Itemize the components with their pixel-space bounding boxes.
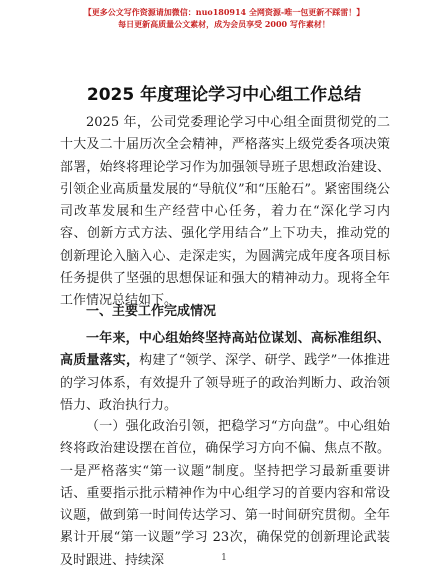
document-title: 2025 年度理论学习中心组工作总结 (86, 85, 362, 105)
section-1-lead: 一年来，中心组始终坚持高站位谋划、高标准组织、高质量落实， (60, 331, 390, 369)
promo-banner-line-1: 【更多公文写作资源请加微信：nuo180914 全网资源-唯一包更新不踩雷！】 (83, 7, 365, 17)
section-heading-1: 一、主要工作完成情况 (86, 304, 217, 319)
section-1-body: 构建了“领学、深学、研学、践学”一体推进的学习体系，有效提升了领导班子的政治判断力、政治领悟力、政治执行力。 (60, 353, 390, 413)
intro-paragraph: 2025 年，公司党委理论学习中心组全面贯彻党的二十大及二十届历次全会精神，严格落实上级党委各项决策部署，始终将理论学习作为加强领导班子思想政治建设、引领企业高质量发展的“导航仪”和“压舱石”。紧密围绕公司改革发展和生产经营中心任务，着力在“深化学习内容、创新方式方法、强化学用结合”上下功夫，推动党的创新理论入脑入心、走深走实，为圆满完成年度各项目标任务提供了坚强的思想保证和强大的精神动力。现将全年工作情况总结如下。 (60, 115, 390, 309)
subsection-1-paragraph: （一）强化政治引领，把稳学习“方向盘”。中心组始终将政治建设摆在首位，确保学习方向不偏、焦点不散。一是严格落实“第一议题”制度。坚持把学习最新重要讲话、重要指示批示精神作为中心组学习的首要内容和常设议题，做到第一时间传达学习、第一时间研究贯彻。全年累计开展“第一议题”学习 23次，确保党的创新理论武装及时跟进、持续深 (60, 419, 390, 568)
page-number: 1 (221, 553, 227, 563)
section-1-paragraph (60, 328, 390, 417)
promo-banner-line-2: 每日更新高质量公文素材，成为会员享受 2000 写作素材！ (118, 19, 330, 29)
